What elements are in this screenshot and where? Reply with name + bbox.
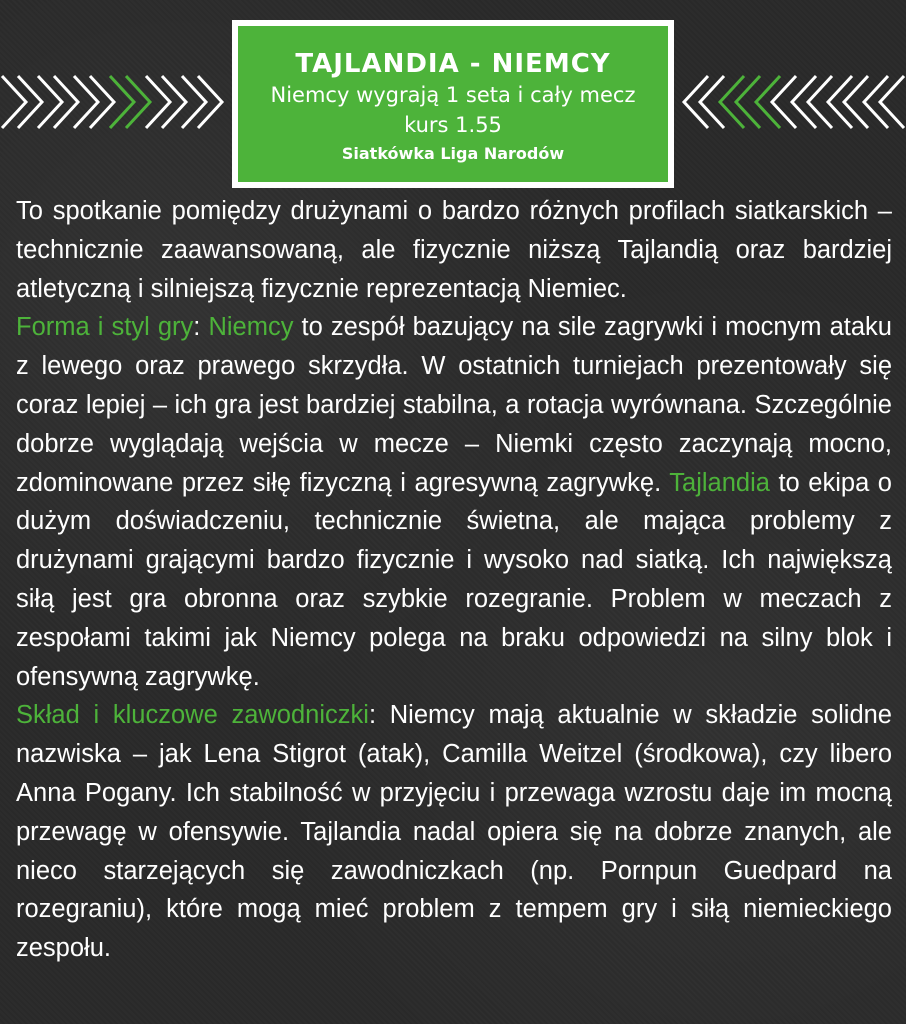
squad-section-text: : Niemcy mają aktualnie w składzie solidne nazwiska – jak Lena Stigrot (atak), Camilla Weitzel (środkowa), czy libero Anna Pogany. Ich stabilność w przyjęciu i przewaga wzrostu daje im mocną przewagę w ofensywie. Tajlandia nadal opiera się na dobrze znanych, ale nieco starzejących się zawodniczkach (np. Pornpun Guedpard na rozegraniu), które mogą mieć problem z tempem gry i siłą niemieckiego zespołu. [16, 701, 892, 963]
match-title: TAJLANDIA - NIEMCY [295, 49, 611, 79]
chevron-decoration-left [0, 70, 230, 134]
bet-pick: Niemcy wygrają 1 seta i cały mecz [270, 83, 636, 107]
article-body [16, 192, 892, 968]
form-section-paragraph [16, 308, 892, 696]
form-section-colon: : [193, 313, 201, 342]
league-name: Siatkówka Liga Narodów [341, 144, 565, 163]
header-banner [232, 20, 674, 188]
bet-odds: kurs 1.55 [404, 113, 502, 137]
squad-section-paragraph [16, 696, 892, 968]
intro-paragraph: To spotkanie pomiędzy drużynami o bardzo różnych profilach siatkarskich – technicznie zaawansowaną, ale fizycznie niższą Tajlandią oraz bardziej atletyczną i silniejszą fizycznie reprezentacją Niemiec. [16, 197, 892, 303]
team-thailand-highlight: Tajlandia [669, 468, 770, 497]
form-section-text-thailand: to ekipa o dużym doświadczeniu, technicznie świetna, ale mająca problemy z drużynami grającymi bardzo fizycznie i wysoko nad siatką. Ich największą siłą jest gra obronna oraz szybkie rozegranie. Problem w meczach z zespołami takimi jak Niemcy polega na braku odpowiedzi na silny blok i ofensywną zagrywkę. [16, 468, 892, 691]
squad-section-heading: Skład i kluczowe zawodniczki [16, 701, 369, 730]
team-germany-highlight: Niemcy [208, 313, 294, 342]
form-section-heading: Forma i styl gry [16, 313, 194, 342]
form-section-text-germany: to zespół bazujący na sile zagrywki i mocnym ataku z lewego oraz prawego skrzydła. W ostatnich turniejach prezentowały się coraz lepiej – ich gra jest bardziej stabilna, a rotacja wyrównana. Szczególnie dobrze wyglądają wejścia w mecze – Niemki często zaczynają mocno, zdominowane przez siłę fizyczną i agresywną zagrywkę. [16, 313, 892, 497]
chevron-decoration-right [674, 70, 906, 134]
